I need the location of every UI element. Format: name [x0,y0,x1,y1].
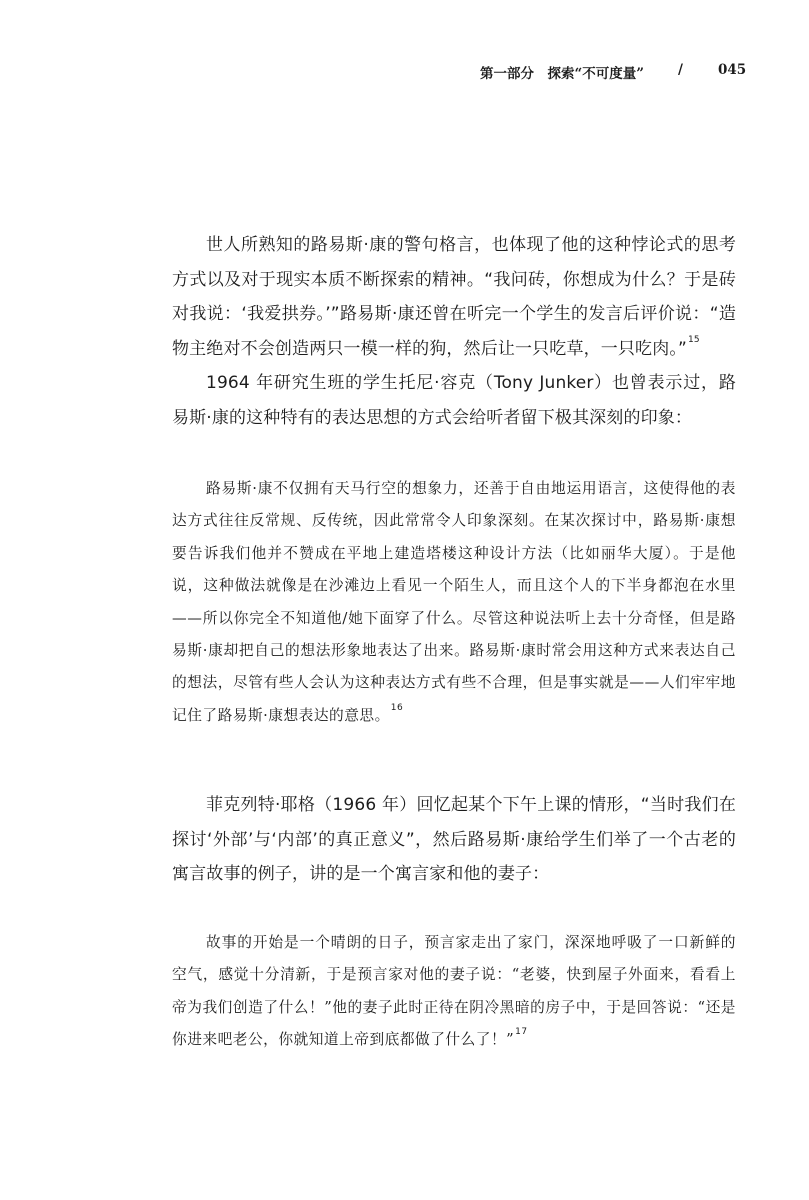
running-header [0,62,809,82]
header-separator: / [678,62,683,78]
quote-text: 路易斯·康不仅拥有天马行空的想象力，还善于自由地运用语言，这使得他的表达方式往往反常规、反传统，因此常常令人印象深刻。在某次探讨中，路易斯·康想要告诉我们他并不赞成在平地上建造塔楼这种设计方法（比如丽华大厦）。于是他说，这种做法就像是在沙滩边上看见一个陌生人，而且这个人的下半身都泡在水里——所以你完全不知道他/她下面穿了什么。尽管这种说法听上去十分奇怪，但是路易斯·康却把自己的想法形象地表达了出来。路易斯·康时常会用这种方式来表达自己的想法，尽管有些人会认为这种表达方式有些不合理，但是事实就是——人们牢牢地记住了路易斯·康想表达的意思。 [172,480,736,724]
paragraph-text: 菲克列特·耶格（1966 年）回忆起某个下午上课的情形，“当时我们在探讨‘外部’与‘内部’的真正意义”，然后路易斯·康给学生们举了一个古老的寓言故事的例子，讲的是一个寓言家和他的妻子： [172,795,736,884]
paragraph-yeger [172,788,736,892]
quote-paragraph [172,927,736,1057]
section-title: 第一部分 探索“不可度量” [480,66,645,82]
body-text-yeger [172,788,736,892]
quote-paragraph [172,473,736,732]
paragraph-tony-junker [172,366,736,435]
quote-text: 故事的开始是一个晴朗的日子，预言家走出了家门，深深地呼吸了一口新鲜的空气，感觉十分清新，于是预言家对他的妻子说：“老婆，快到屋子外面来，看看上帝为我们创造了什么！”他的妻子此时正待在阴冷黑暗的房子中，于是回答说：“还是你进来吧老公，你就知道上帝到底都做了什么了！” [172,934,736,1049]
body-text-intro [172,228,736,435]
block-quote-junker [172,473,736,732]
footnote-ref-17: 17 [515,1027,528,1038]
paragraph-text: 世人所熟知的路易斯·康的警句格言，也体现了他的这种悖论式的思考方式以及对于现实本质不断探索的精神。“我问砖，你想成为什么？于是砖对我说：‘我爱拱券。’”路易斯·康还曾在听完一个学生的发言后评价说：“造物主绝对不会创造两只一模一样的狗，然后让一只吃草，一只吃肉。” [172,235,736,359]
paragraph-text: 1964 年研究生班的学生托尼·容克（Tony Junker）也曾表示过，路易斯·康的这种特有的表达思想的方式会给听者留下极其深刻的印象： [172,373,736,428]
page-number: 045 [718,62,747,78]
footnote-ref-15: 15 [687,334,700,345]
block-quote-parable [172,927,736,1057]
paragraph-kahn-aphorisms [172,228,736,366]
footnote-ref-16: 16 [390,702,404,713]
